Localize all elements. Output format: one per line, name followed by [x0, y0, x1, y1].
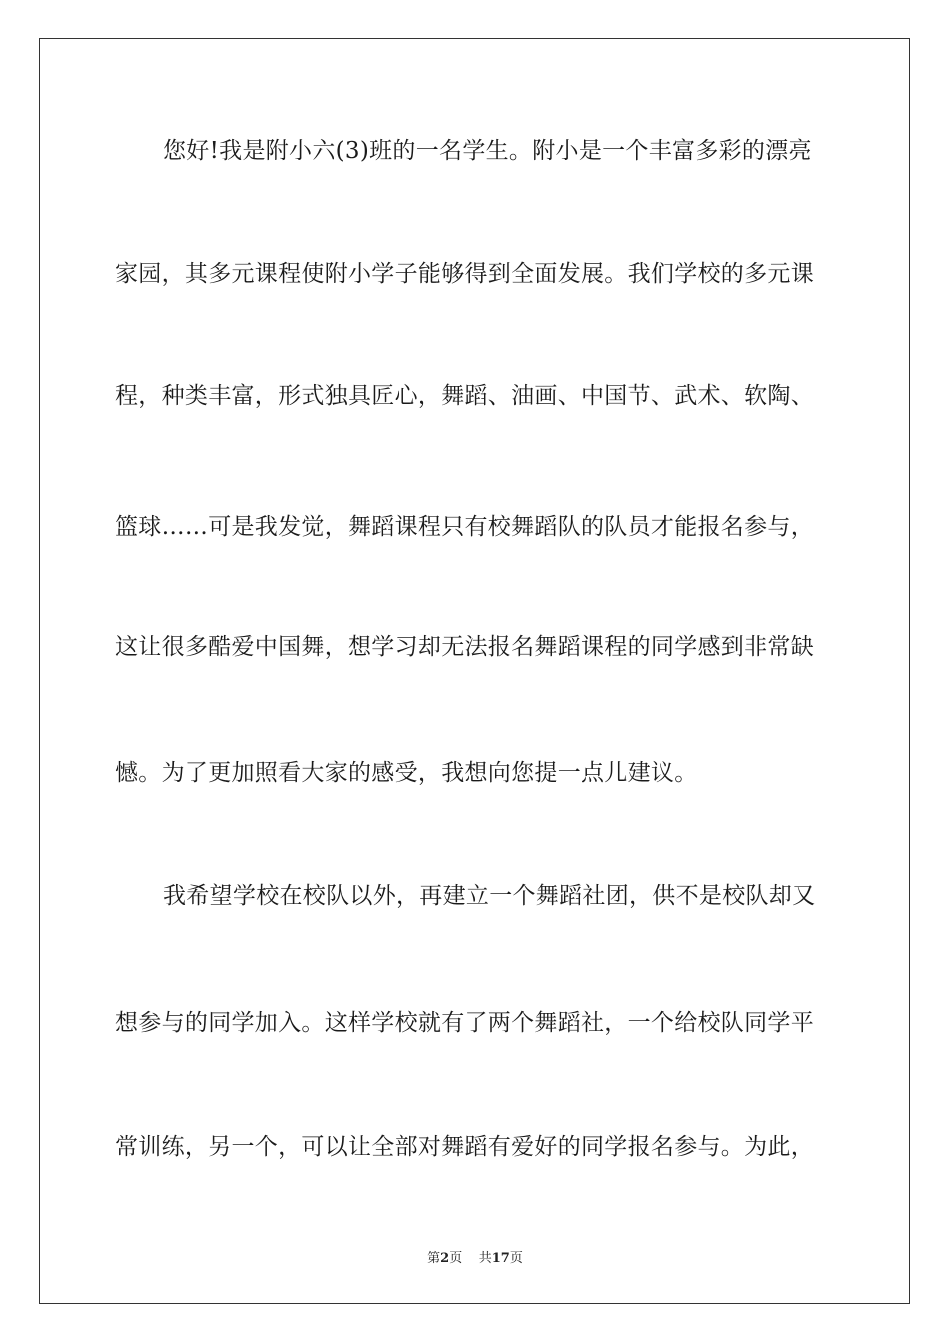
text-line-2: 家园，其多元课程使附小学子能够得到全面发展。我们学校的多元课 — [115, 261, 814, 287]
footer-page-total: 17 — [491, 1251, 510, 1266]
text-line-9: 常训练，另一个，可以让全部对舞蹈有爱好的同学报名参与。为此， — [115, 1134, 814, 1160]
text-line-5: 这让很多酷爱中国舞，想学习却无法报名舞蹈课程的同学感到非常缺 — [115, 634, 814, 660]
text-line-4: 篮球……可是我发觉，舞蹈课程只有校舞蹈队的队员才能报名参与， — [115, 514, 814, 540]
text-line-7: 我希望学校在校队以外，再建立一个舞蹈社团，供不是校队却又 — [163, 883, 816, 909]
footer-page-prefix: 第 — [427, 1251, 441, 1266]
page-frame — [39, 38, 910, 1304]
footer-page-current: 2 — [440, 1251, 450, 1266]
text-line-1: 您好!我是附小六(3)班的一名学生。附小是一个丰富多彩的漂亮 — [163, 138, 812, 164]
text-line-6: 憾。为了更加照看大家的感受，我想向您提一点儿建议。 — [115, 760, 698, 786]
footer-total-suffix: 页 — [509, 1251, 523, 1266]
text-line-3: 程，种类丰富，形式独具匠心，舞蹈、油画、中国节、武术、软陶、 — [115, 383, 814, 409]
footer-total-prefix: 共 — [478, 1251, 492, 1266]
text-line-8: 想参与的同学加入。这样学校就有了两个舞蹈社，一个给校队同学平 — [115, 1010, 814, 1036]
page-footer — [0, 1247, 950, 1266]
footer-page-suffix: 页 — [449, 1251, 463, 1266]
